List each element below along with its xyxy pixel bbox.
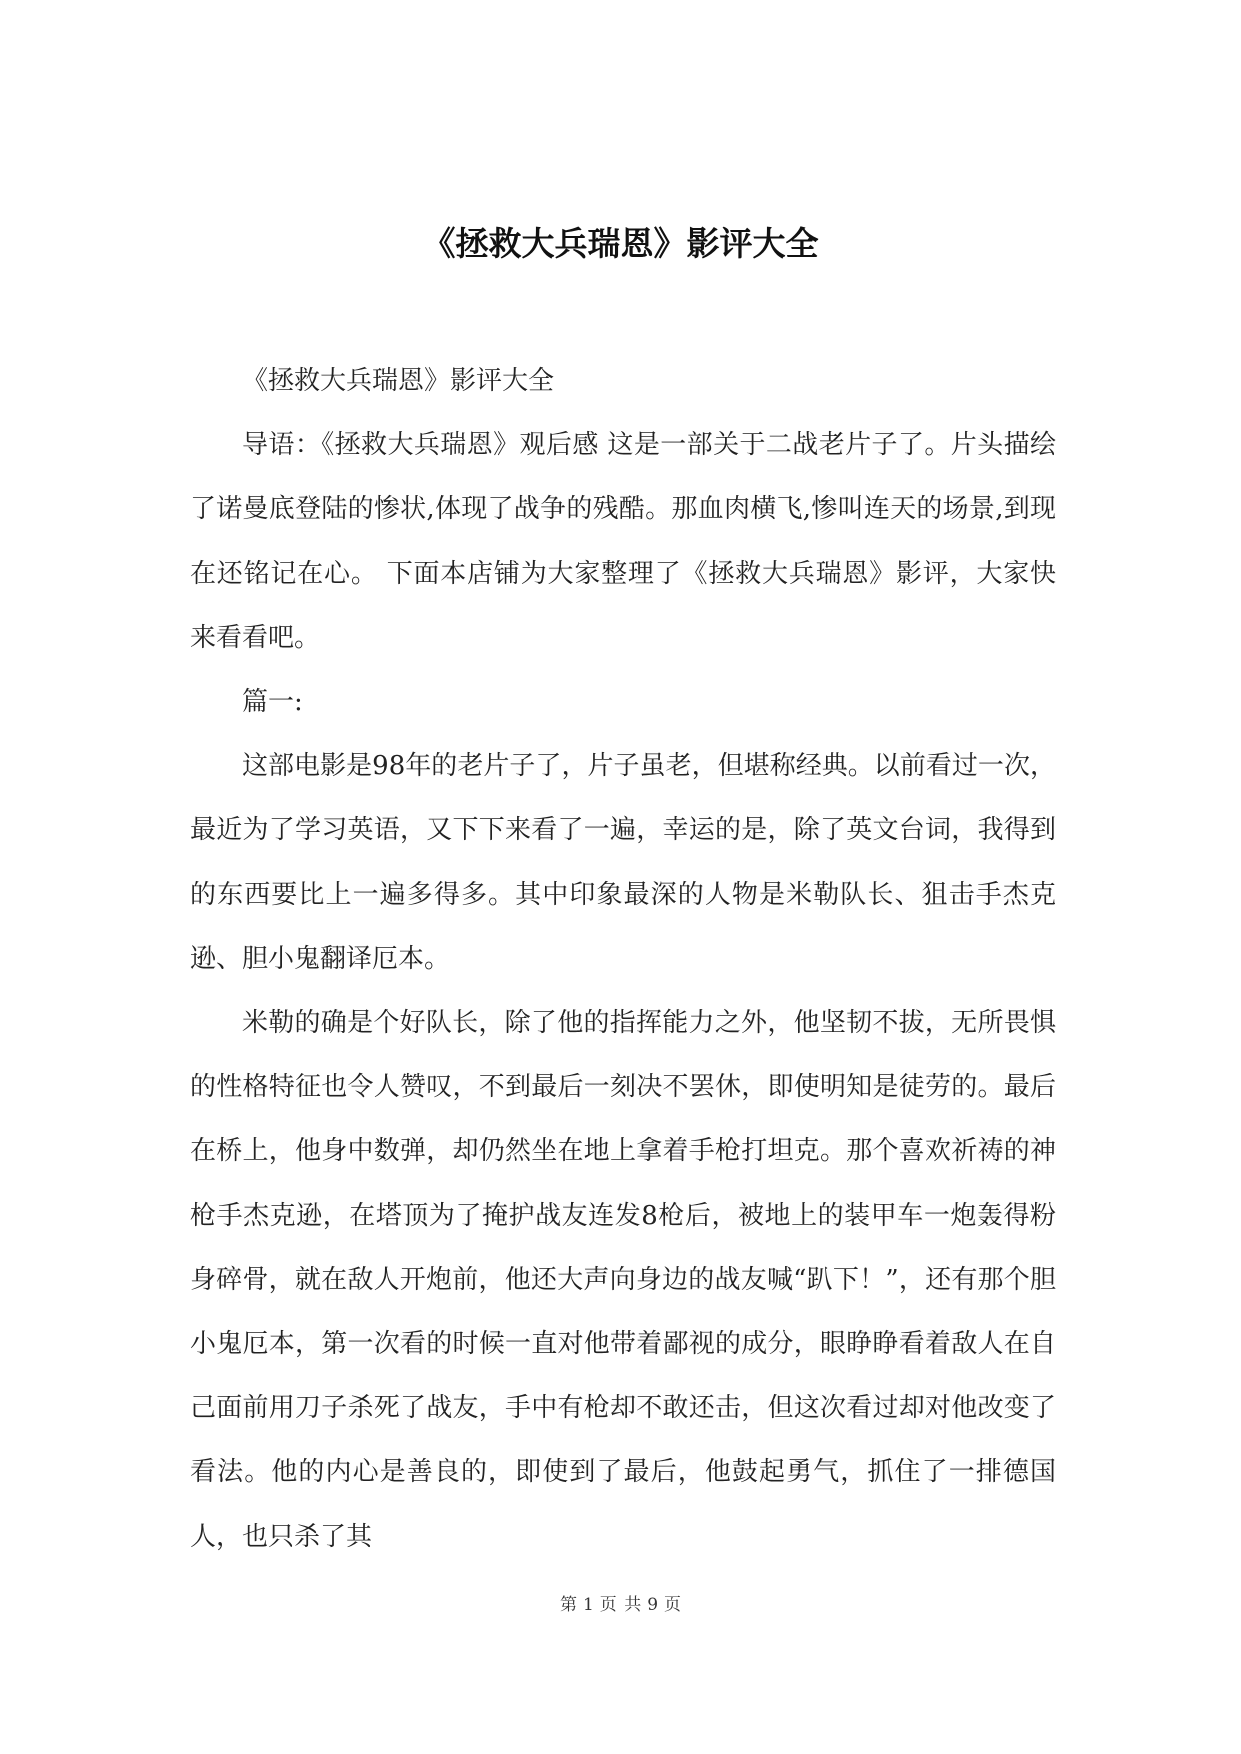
document-body: [190, 349, 1056, 1569]
paragraph-review-1: 这部电影是98年的老片子了，片子虽老，但堪称经典。以前看过一次，最近为了学习英语，又下下来看了一遍，幸运的是，除了英文台词，我得到的东西要比上一遍多得多。其中印象最深的人物是米勒队长、狙击手杰克逊、胆小鬼翻译厄本。: [190, 751, 1056, 974]
footer-page-mid: 页 共: [599, 1595, 642, 1615]
paragraph-review-2: 米勒的确是个好队长，除了他的指挥能力之外，他坚韧不拔，无所畏惧的性格特征也令人赞叹，不到最后一刻决不罢休，即使明知是徒劳的。最后在桥上，他身中数弹，却仍然坐在地上拿着手枪打坦克。那个喜欢祈祷的神枪手杰克逊，在塔顶为了掩护战友连发8枪后，被地上的装甲车一炮轰得粉身碎骨，就在敌人开炮前，他还大声向身边的战友喊“趴下！”，还有那个胆小鬼厄本，第一次看的时候一直对他带着鄙视的成分，眼睁睁看着敌人在自己面前用刀子杀死了战友，手中有枪却不敢还击，但这次看过却对他改变了看法。他的内心是善良的，即使到了最后，他鼓起勇气，抓住了一排德国人，也只杀了其: [190, 1008, 1056, 1552]
footer-total-pages: 9: [647, 1595, 659, 1615]
footer-page-prefix: 第: [559, 1595, 577, 1615]
paragraph-subtitle: 《拯救大兵瑞恩》影评大全: [242, 366, 555, 396]
paragraph-section-heading: 篇一:: [242, 687, 303, 718]
page-footer: [0, 1593, 1241, 1617]
footer-page-suffix: 页: [664, 1595, 682, 1615]
paragraph-intro: 导语：《拯救大兵瑞恩》观后感 这是一部关于二战老片子了。片头描绘了诺曼底登陆的惨状,体现了战争的残酷。那血肉横飞,惨叫连天的场景,到现在还铭记在心。 下面本店铺为大家整理了《拯救大兵瑞恩》影评，大家快来看看吧。: [190, 430, 1056, 653]
footer-current-page: 1: [582, 1595, 594, 1615]
document-title: 《拯救大兵瑞恩》影评大全: [422, 224, 819, 263]
